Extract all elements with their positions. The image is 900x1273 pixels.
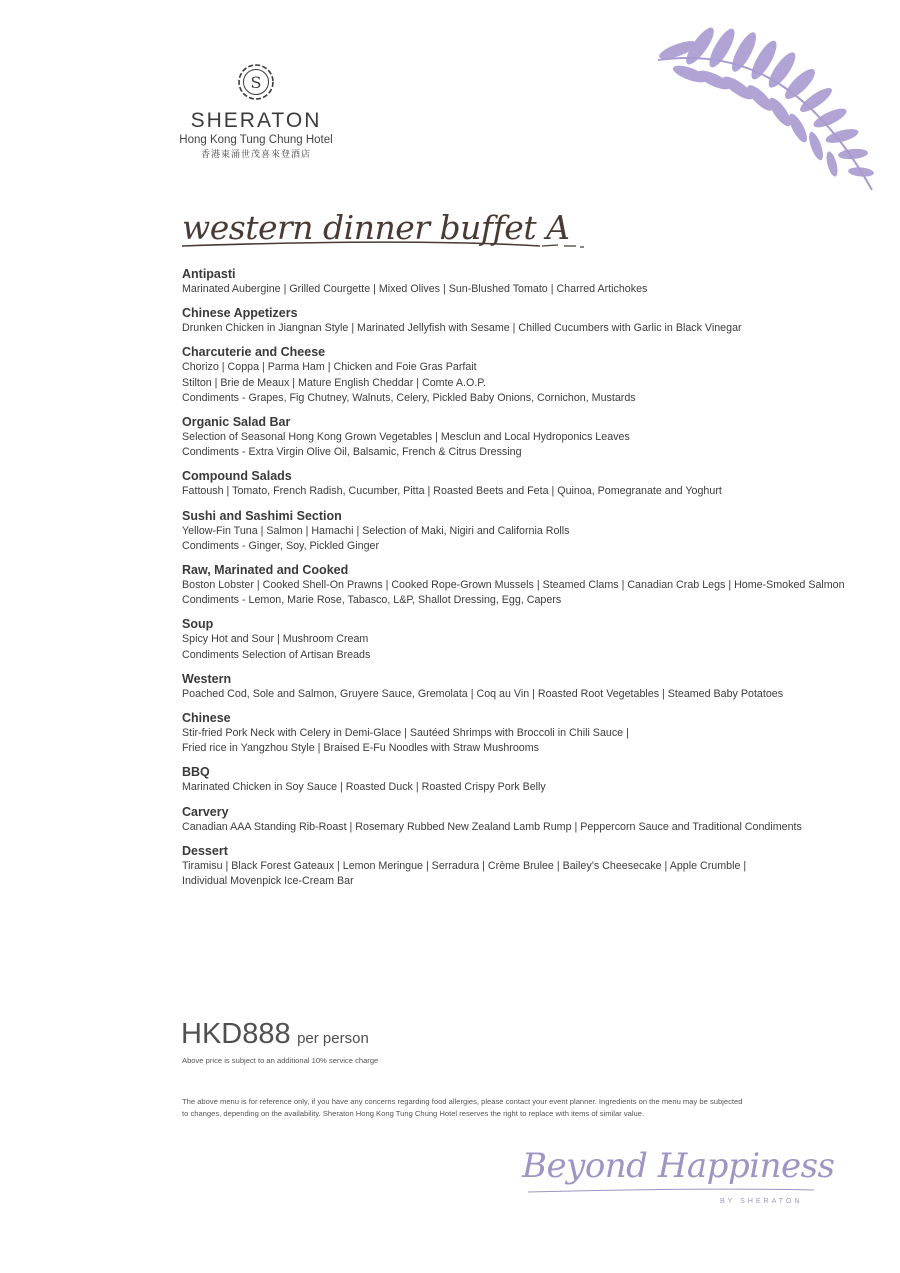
- section-items: Selection of Seasonal Hong Kong Grown Vegetables | Mesclun and Local Hydroponics Leaves: [182, 431, 630, 444]
- section-items: Condiments Selection of Artisan Breads: [182, 648, 371, 661]
- section-items: Drunken Chicken in Jiangnan Style | Marinated Jellyfish with Sesame | Chilled Cucumbers with Garlic in Black Vinegar: [182, 322, 742, 335]
- menu-section: [182, 344, 882, 406]
- hotel-logo: [172, 62, 340, 161]
- price-amount: HKD888: [181, 1018, 291, 1050]
- fern-leaf-decoration-icon: [650, 22, 885, 197]
- section-heading: Raw, Marinated and Cooked: [182, 563, 349, 578]
- tagline-script: Beyond Happiness: [522, 1146, 835, 1186]
- menu-title-text: western dinner buffet A: [182, 208, 570, 247]
- section-heading: Western: [182, 671, 232, 686]
- menu-section: [182, 616, 882, 662]
- section-heading: Chinese Appetizers: [182, 306, 298, 321]
- menu-sections: [182, 266, 882, 897]
- section-items: Spicy Hot and Sour | Mushroom Cream: [182, 633, 369, 646]
- section-heading: BBQ: [182, 765, 210, 780]
- section-items: Condiments - Ginger, Soy, Pickled Ginger: [182, 539, 380, 552]
- price-block: [181, 1018, 369, 1051]
- section-items: Condiments - Extra Virgin Olive Oil, Balsamic, French & Citrus Dressing: [182, 446, 522, 459]
- hotel-name: Hong Kong Tung Chung Hotel: [179, 134, 333, 146]
- section-items: Tiramisu | Black Forest Gateaux | Lemon Meringue | Serradura | Crème Brulee | Bailey’s Cheesecake | Apple Crumble |: [182, 859, 747, 872]
- svg-text:S: S: [250, 73, 262, 92]
- section-items: Canadian AAA Standing Rib-Roast | Rosemary Rubbed New Zealand Lamb Rump | Peppercorn Sauce and Traditional Condiments: [182, 820, 802, 833]
- section-heading: Organic Salad Bar: [182, 415, 291, 430]
- menu-section: [182, 671, 882, 702]
- menu-section: [182, 562, 882, 608]
- section-heading: Compound Salads: [182, 469, 292, 484]
- menu-section: [182, 843, 882, 889]
- section-items: Stir-fried Pork Neck with Celery in Demi-Glace | Sautéed Shrimps with Broccoli in Chili Sauce |: [182, 727, 629, 740]
- section-items: Condiments - Lemon, Marie Rose, Tabasco, L&P, Shallot Dressing, Egg, Capers: [182, 594, 562, 607]
- menu-section: [182, 804, 882, 835]
- section-items: Condiments - Grapes, Fig Chutney, Walnuts, Celery, Pickled Baby Onions, Cornichon, Mustards: [182, 391, 636, 404]
- menu-section: [182, 764, 882, 795]
- section-items: Stilton | Brie de Meaux | Mature English Cheddar | Comte A.O.P.: [182, 376, 486, 389]
- section-heading: Charcuterie and Cheese: [182, 345, 326, 360]
- section-heading: Dessert: [182, 843, 228, 858]
- section-heading: Soup: [182, 617, 214, 632]
- price-unit: per person: [297, 1030, 369, 1047]
- sheraton-emblem-icon: [236, 62, 276, 102]
- section-items: Marinated Aubergine | Grilled Courgette | Mixed Olives | Sun-Blushed Tomato | Charred Artichokes: [182, 283, 648, 295]
- menu-section: [182, 710, 882, 756]
- section-heading: Sushi and Sashimi Section: [182, 508, 342, 523]
- disclaimer: [182, 1096, 822, 1119]
- menu-section: [182, 414, 882, 460]
- section-heading: Antipasti: [182, 267, 236, 281]
- menu-section: [182, 305, 882, 336]
- beyond-happiness-tagline: [518, 1140, 835, 1210]
- disclaimer-line: The above menu is for reference only, if you have any concerns regarding food allergies, please contact your event planner. Ingredients on the menu may be subjected: [182, 1097, 743, 1106]
- section-items: Fattoush | Tomato, French Radish, Cucumber, Pitta | Roasted Beets and Feta | Quinoa, Pomegranate and Yoghurt: [182, 485, 722, 498]
- disclaimer-line: to changes, depending on the availability. Sheraton Hong Kong Tung Chung Hotel reserves the right to replace with items of similar value.: [182, 1108, 645, 1118]
- menu-section: [182, 468, 882, 499]
- section-items: Individual Movenpick Ice-Cream Bar: [182, 875, 354, 888]
- menu-title: [180, 196, 600, 262]
- section-items: Poached Cod, Sole and Salmon, Gruyere Sauce, Gremolata | Coq au Vin | Roasted Root Vegetables | Steamed Baby Potatoes: [182, 687, 784, 700]
- section-items: Fried rice in Yangzhou Style | Braised E-Fu Noodles with Straw Mushrooms: [182, 742, 539, 755]
- section-heading: Carvery: [182, 804, 229, 819]
- hotel-name-chinese: 香港東涌世茂喜來登酒店: [200, 149, 311, 159]
- section-heading: Chinese: [182, 711, 231, 726]
- brand-name: SHERATON: [190, 109, 322, 132]
- section-items: Marinated Chicken in Soy Sauce | Roasted Duck | Roasted Crispy Pork Belly: [182, 781, 546, 794]
- section-items: Boston Lobster | Cooked Shell-On Prawns | Cooked Rope-Grown Mussels | Steamed Clams | Canadian Crab Legs | Home-Smoked Salmon: [182, 579, 845, 592]
- tagline-by: BY SHERATON: [720, 1198, 803, 1205]
- section-items: Yellow-Fin Tuna | Salmon | Hamachi | Selection of Maki, Nigiri and California Rolls: [182, 524, 570, 537]
- menu-section: [182, 508, 882, 554]
- service-charge-note: Above price is subject to an additional 10% service charge: [182, 1056, 379, 1065]
- section-items: Chorizo | Coppa | Parma Ham | Chicken and Foie Gras Parfait: [182, 361, 477, 374]
- menu-section: [182, 266, 882, 297]
